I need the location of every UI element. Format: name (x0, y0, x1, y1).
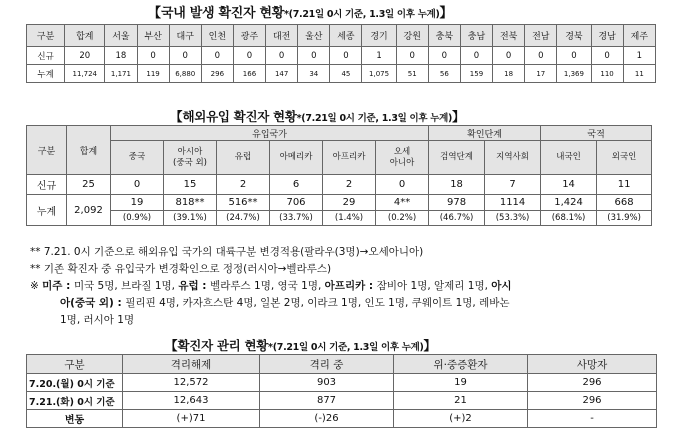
footnote-3-cont (30, 295, 670, 312)
header-cell: 지역사회 (485, 141, 541, 175)
note-text: 미국 5명, 브라질 1명, (73, 280, 179, 292)
row-label: 누계 (27, 195, 67, 226)
percent-cell: (1.4%) (323, 211, 376, 226)
table-cell: (+)71 (123, 410, 260, 428)
overseas-table (26, 125, 652, 226)
table-cell: 0 (428, 47, 460, 65)
percent-cell: (46.7%) (429, 211, 485, 226)
percent-cell: (68.1%) (541, 211, 597, 226)
table-cell: 1 (362, 47, 396, 65)
header-cell: 합계 (65, 25, 105, 47)
table-cell: 0 (396, 47, 428, 65)
table-cell: 296 (528, 374, 657, 392)
table-cell: 1 (623, 47, 655, 65)
header-cell: 세종 (330, 25, 362, 47)
table-cell: 0 (233, 47, 265, 65)
table-cell: 19 (111, 195, 164, 211)
table-cell: 7 (485, 175, 541, 195)
table-cell: 903 (260, 374, 394, 392)
table-cell: 11 (623, 65, 655, 83)
header-cell: 경남 (591, 25, 623, 47)
overseas-title: 【해외유입 확진자 현황*(7.21일 0시 기준, 1.3일 이후 누계)】 (170, 109, 465, 124)
table-cell: 159 (460, 65, 492, 83)
table-cell: - (528, 410, 657, 428)
table-cell: 1,171 (105, 65, 137, 83)
note-label: 미주 : (42, 280, 74, 292)
table-cell: 110 (591, 65, 623, 83)
overseas-title-note: *(7.21일 0시 기준, 1.3일 이후 누계) (296, 113, 453, 124)
table-cell: 1,075 (362, 65, 396, 83)
overseas-group-header-row (27, 126, 652, 141)
table-cell: 4** (376, 195, 429, 211)
footnote-3 (30, 278, 670, 295)
note-label: 유럽 : (178, 280, 211, 292)
percent-cell: (39.1%) (164, 211, 217, 226)
table-cell: 119 (137, 65, 169, 83)
table-cell: 19 (394, 374, 528, 392)
table-cell: 296 (201, 65, 233, 83)
percent-cell: (33.7%) (270, 211, 323, 226)
header-cell: 외국인 (597, 141, 652, 175)
table-cell: 15 (164, 175, 217, 195)
table-cell: 0 (525, 47, 557, 65)
note-text: 벨라루스 1명, 영국 1명, (210, 280, 325, 292)
table-cell: 11,724 (65, 65, 105, 83)
table-row (27, 374, 657, 392)
table-cell: 11 (597, 175, 652, 195)
header-cell: 격리해제 (123, 355, 260, 374)
note-text: 잠비아 1명, 알제리 1명, (376, 280, 492, 292)
header-cell: 대전 (266, 25, 298, 47)
table-cell: 2 (217, 175, 270, 195)
header-cell: 구분 (27, 355, 123, 374)
group-header-nationality: 국적 (541, 126, 652, 141)
row-label: 신규 (27, 47, 65, 65)
table-cell: 51 (396, 65, 428, 83)
table-cell: 0 (557, 47, 591, 65)
table-cell: 18 (493, 65, 525, 83)
table-cell: 0 (376, 175, 429, 195)
header-cell: 부산 (137, 25, 169, 47)
table-row (27, 47, 656, 65)
domestic-header-row (27, 25, 656, 47)
header-cell: 오세 아니아 (376, 141, 429, 175)
management-header-row (27, 355, 657, 374)
table-cell: 0 (493, 47, 525, 65)
header-cell: 울산 (298, 25, 330, 47)
overseas-sub-header-row (27, 141, 652, 175)
header-cell: 충북 (428, 25, 460, 47)
percent-cell: (53.3%) (485, 211, 541, 226)
table-row (27, 195, 652, 211)
table-cell: 0 (591, 47, 623, 65)
table-cell: 0 (460, 47, 492, 65)
table-cell: 0 (201, 47, 233, 65)
domestic-title-note: *(7.21일 0시 기준, 1.3일 이후 누계) (284, 9, 440, 20)
row-label: 7.21.(화) 0시 기준 (27, 392, 123, 410)
table-cell: 2 (323, 175, 376, 195)
domestic-table (26, 24, 656, 83)
table-row (27, 175, 652, 195)
table-cell: 2,092 (67, 195, 111, 226)
header-cell: 중국 (111, 141, 164, 175)
percent-cell: (0.9%) (111, 211, 164, 226)
table-cell: 17 (525, 65, 557, 83)
table-cell: 18 (105, 47, 137, 65)
footnote-2: ** 기존 확진자 중 유입국가 변경확인으로 정정(러시아→벨라루스) (30, 263, 332, 275)
header-cell: 광주 (233, 25, 265, 47)
header-cell: 유럽 (217, 141, 270, 175)
header-cell: 아프리카 (323, 141, 376, 175)
table-cell: 12,572 (123, 374, 260, 392)
row-label: 신규 (27, 175, 67, 195)
table-cell: 18 (429, 175, 485, 195)
table-cell: 0 (137, 47, 169, 65)
management-title: 【확진자 관리 현황*(7.21일 0시 기준, 1.3일 이후 누계)】 (165, 338, 437, 353)
overseas-title-text: 해외유입 확진자 현황 (182, 109, 297, 124)
note-label: 아(중국 외) : (60, 297, 126, 309)
management-title-text: 확진자 관리 현황 (177, 338, 269, 353)
table-row (27, 211, 652, 226)
table-cell: 45 (330, 65, 362, 83)
note-label: 아프리카 : (324, 280, 377, 292)
table-cell: 20 (65, 47, 105, 65)
header-cell: 경기 (362, 25, 396, 47)
header-cell: 검역단계 (429, 141, 485, 175)
table-cell: (-)26 (260, 410, 394, 428)
footnotes (30, 244, 670, 329)
header-cell: 충남 (460, 25, 492, 47)
header-cell: 구분 (27, 25, 65, 47)
table-cell: 14 (541, 175, 597, 195)
table-cell: 166 (233, 65, 265, 83)
table-cell: 877 (260, 392, 394, 410)
table-cell: 1,369 (557, 65, 591, 83)
header-cell: 인천 (201, 25, 233, 47)
group-header-confirm: 확인단계 (429, 126, 541, 141)
table-cell: 0 (111, 175, 164, 195)
header-cell: 격리 중 (260, 355, 394, 374)
domestic-title-text: 국내 발생 확진자 현황 (161, 6, 285, 21)
table-cell: 1114 (485, 195, 541, 211)
header-cell: 아메리카 (270, 141, 323, 175)
table-cell: 0 (330, 47, 362, 65)
note-text: 필리핀 4명, 카자흐스탄 4명, 일본 2명, 이라크 1명, 인도 1명, 쿠웨이트 1명, 레바논 (125, 297, 510, 309)
footnote-marker: ※ (30, 280, 43, 292)
table-cell: 29 (323, 195, 376, 211)
management-title-note: *(7.21일 0시 기준, 1.3일 이후 누계) (268, 342, 424, 353)
note-label: 아시 (491, 280, 512, 292)
header-cell: 전남 (525, 25, 557, 47)
percent-cell: (0.2%) (376, 211, 429, 226)
header-cell: 아시아 (중국 외) (164, 141, 217, 175)
table-cell: 0 (266, 47, 298, 65)
header-cell: 사망자 (528, 355, 657, 374)
header-cell: 서울 (105, 25, 137, 47)
table-cell: 0 (298, 47, 330, 65)
table-cell: 296 (528, 392, 657, 410)
table-row (27, 410, 657, 428)
row-label: 변동 (27, 410, 123, 428)
table-cell: 668 (597, 195, 652, 211)
table-cell: 706 (270, 195, 323, 211)
table-cell: 147 (266, 65, 298, 83)
footnote-1: ** 7.21. 0시 기준으로 해외유입 국가의 대륙구분 변경적용(팔라우(3명)→오세아니아) (30, 246, 424, 258)
group-header-inflow: 유입국가 (111, 126, 429, 141)
header-cell: 대구 (169, 25, 201, 47)
header-cell: 전북 (493, 25, 525, 47)
header-cell: 강원 (396, 25, 428, 47)
table-cell: 56 (428, 65, 460, 83)
table-row (27, 392, 657, 410)
table-cell: 978 (429, 195, 485, 211)
table-cell: 6,880 (169, 65, 201, 83)
percent-cell: (31.9%) (597, 211, 652, 226)
domestic-title: 【국내 발생 확진자 현황*(7.21일 0시 기준, 1.3일 이후 누계)】 (148, 2, 453, 21)
table-cell: 6 (270, 175, 323, 195)
table-row (27, 65, 656, 83)
table-cell: 0 (169, 47, 201, 65)
table-cell: 12,643 (123, 392, 260, 410)
management-table (26, 354, 657, 428)
header-cell: 위·중증환자 (394, 355, 528, 374)
footnote-3-cont2: 1명, 러시아 1명 (60, 314, 135, 326)
percent-cell: (24.7%) (217, 211, 270, 226)
header-cell: 경북 (557, 25, 591, 47)
table-cell: (+)2 (394, 410, 528, 428)
table-cell: 25 (67, 175, 111, 195)
table-cell: 516** (217, 195, 270, 211)
table-cell: 34 (298, 65, 330, 83)
row-label: 7.20.(월) 0시 기준 (27, 374, 123, 392)
header-cell: 제주 (623, 25, 655, 47)
table-cell: 818** (164, 195, 217, 211)
header-cell: 내국인 (541, 141, 597, 175)
header-cell: 합계 (67, 126, 111, 175)
table-cell: 21 (394, 392, 528, 410)
header-cell: 구분 (27, 126, 67, 175)
row-label: 누계 (27, 65, 65, 83)
table-cell: 1,424 (541, 195, 597, 211)
